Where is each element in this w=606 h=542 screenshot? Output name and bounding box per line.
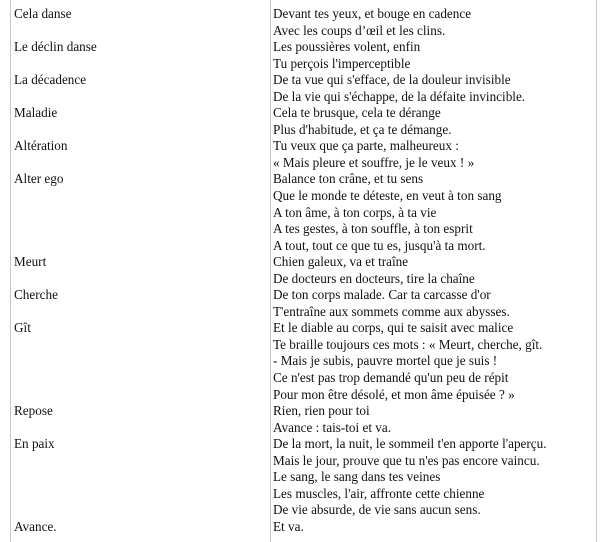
verse-line[interactable]: Et va. — [273, 518, 304, 534]
verse-line[interactable]: De la vie qui s'échappe, de la défaite invincible. — [273, 88, 526, 104]
verse-line[interactable]: Pour mon être désolé, et mon âme épuisée ? » — [273, 386, 515, 402]
verse-line[interactable]: Plus d'habitude, et ça te démange. — [273, 121, 452, 137]
verse-cell — [270, 254, 596, 287]
poem-table — [0, 6, 606, 536]
verse-line[interactable]: Mais le jour, prouve que tu n'es pas encore vaincu. — [273, 452, 540, 468]
verse-line[interactable]: Devant tes yeux, et bouge en cadence — [273, 6, 472, 21]
table-row — [0, 72, 606, 105]
verse-cell — [270, 171, 596, 254]
row-label[interactable]: Cherche — [14, 287, 58, 303]
verse-line[interactable]: A tout, tout ce que tu es, jusqu'à ta mort. — [273, 237, 486, 253]
verse-line[interactable]: A ton âme, à ton corps, à ta vie — [273, 204, 437, 220]
table-row — [0, 39, 606, 72]
row-label[interactable]: En paix — [14, 436, 55, 452]
verse-cell — [270, 105, 596, 138]
table-row — [0, 436, 606, 519]
verse-line[interactable]: « Mais pleure et souffre, je le veux ! » — [273, 154, 475, 170]
verse-line[interactable]: - Mais je subis, pauvre mortel que je suis ! — [273, 353, 498, 369]
verse-line[interactable]: Te braille toujours ces mots : « Meurt, cherche, gît. — [273, 336, 543, 352]
verse-line[interactable]: Tu perçois l'imperceptible — [273, 55, 411, 71]
table-row — [0, 519, 606, 536]
table-row — [0, 171, 606, 254]
verse-line[interactable]: Rien, rien pour toi — [273, 403, 370, 419]
verse-line[interactable]: Chien galeux, va et traîne — [273, 254, 409, 270]
row-label[interactable]: Avance. — [14, 518, 57, 534]
verse-line[interactable]: Balance ton crâne, et tu sens — [273, 171, 424, 187]
table-row — [0, 287, 606, 320]
verse-cell — [270, 138, 596, 171]
verse-cell — [270, 436, 596, 519]
verse-cell — [270, 72, 596, 105]
table-row — [0, 138, 606, 171]
verse-line[interactable]: De la mort, la nuit, le sommeil t'en apporte l'aperçu. — [273, 436, 547, 452]
verse-cell — [270, 519, 596, 536]
row-label[interactable]: Maladie — [14, 105, 58, 121]
table-row — [0, 254, 606, 287]
verse-cell — [270, 320, 596, 403]
verse-line[interactable]: Ce n'est pas trop demandé qu'un peu de répit — [273, 370, 509, 386]
row-label[interactable]: Altération — [14, 138, 68, 154]
verse-line[interactable]: Et le diable au corps, qui te saisit avec malice — [273, 320, 514, 336]
verse-cell — [270, 6, 596, 39]
verse-line[interactable]: Que le monde te déteste, en veut à ton sang — [273, 188, 502, 204]
verse-line[interactable]: Les muscles, l'air, affronte cette chienne — [273, 485, 485, 501]
verse-line[interactable]: De vie absurde, de vie sans aucun sens. — [273, 502, 481, 518]
row-label[interactable]: Repose — [14, 403, 53, 419]
verse-line[interactable]: Tu veux que ça parte, malheureux : — [273, 138, 459, 154]
verse-line[interactable]: De docteurs en docteurs, tire la chaîne — [273, 270, 475, 286]
table-row — [0, 320, 606, 403]
verse-line[interactable]: A tes gestes, à ton souffle, à ton esprit — [273, 221, 473, 237]
table-row — [0, 6, 606, 39]
row-label[interactable]: Gît — [14, 320, 31, 336]
verse-line[interactable]: Le sang, le sang dans tes veines — [273, 469, 441, 485]
row-label[interactable]: Alter ego — [14, 171, 64, 187]
table-row — [0, 105, 606, 138]
verse-line[interactable]: Avance : tais-toi et va. — [273, 419, 392, 435]
row-label[interactable]: Cela danse — [14, 6, 72, 21]
verse-line[interactable]: T'entraîne aux sommets comme aux abysses. — [273, 303, 510, 319]
row-label[interactable]: Le déclin danse — [14, 39, 97, 55]
verse-line[interactable]: Cela te brusque, cela te dérange — [273, 105, 441, 121]
verse-cell — [270, 39, 596, 72]
row-label[interactable]: Meurt — [14, 254, 47, 270]
verse-line[interactable]: Les poussières volent, enfin — [273, 39, 421, 55]
verse-cell — [270, 287, 596, 320]
table-row — [0, 403, 606, 436]
verse-line[interactable]: De ton corps malade. Car ta carcasse d'or — [273, 287, 491, 303]
verse-cell — [270, 403, 596, 436]
row-label[interactable]: La décadence — [14, 72, 87, 88]
verse-line[interactable]: De ta vue qui s'efface, de la douleur invisible — [273, 72, 511, 88]
verse-line[interactable]: Avec les coups d’œil et les clins. — [273, 22, 446, 38]
